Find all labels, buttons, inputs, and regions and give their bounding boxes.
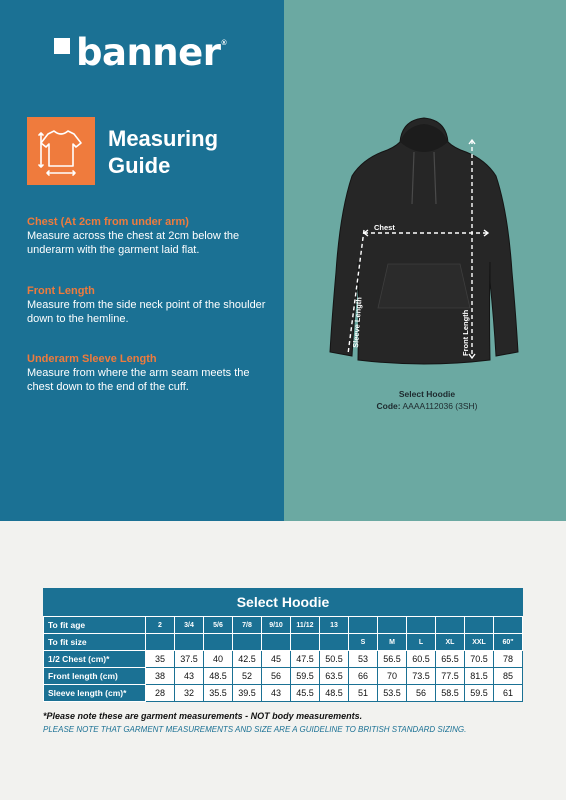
banner-logo [54,31,227,74]
chest-label: Chest [374,223,395,232]
table-cell: 78 [494,651,523,668]
table-cell: 61 [494,685,523,702]
table-cell: M [378,634,407,651]
table-cell [436,617,465,634]
table-cell: 7/8 [233,617,262,634]
left-panel [0,0,284,521]
table-cell [407,617,436,634]
section-heading: Front Length [27,285,95,297]
table-cell: 59.5 [465,685,494,702]
section-text: Measure across the chest at 2cm below the underarm with the garment laid flat. [27,230,240,256]
table-cell: 11/12 [291,617,320,634]
table-row [44,617,523,634]
row-label: To fit age [44,617,146,634]
table-cell: 38 [146,668,175,685]
table-cell [378,617,407,634]
table-cell: 77.5 [436,668,465,685]
table-cell: 65.5 [436,651,465,668]
table-cell: 3/4 [175,617,204,634]
table-cell [233,634,262,651]
table-cell: 59.5 [291,668,320,685]
table-cell: 5/6 [204,617,233,634]
table-row [44,668,523,685]
table-cell [175,634,204,651]
table-cell: 39.5 [233,685,262,702]
table-cell: 35.5 [204,685,233,702]
table-cell: S [349,634,378,651]
table-cell: 60" [494,634,523,651]
table-cell: 40 [204,651,233,668]
table-cell [146,634,175,651]
table-cell: 35 [146,651,175,668]
table-cell: 56 [407,685,436,702]
logo-registered-mark: ® [221,40,227,47]
front-length-label: Front Length [461,309,470,356]
table-row [44,651,523,668]
section-text: Measure from the side neck point of the shoulder down to the hemline. [27,299,266,325]
table-row [44,685,523,702]
table-row [44,634,523,651]
table-cell: 56.5 [378,651,407,668]
table-cell: 53 [349,651,378,668]
table-cell: 43 [175,668,204,685]
product-code-value: AAAA112036 (3SH) [402,401,478,411]
row-label: Sleeve length (cm)* [44,685,146,702]
table-cell: 51 [349,685,378,702]
table-cell: 13 [320,617,349,634]
table-cell: 9/10 [262,617,291,634]
table-cell: 2 [146,617,175,634]
section-chest [27,215,267,257]
table-cell: 63.5 [320,668,349,685]
row-label: 1/2 Chest (cm)* [44,651,146,668]
table-cell: 70 [378,668,407,685]
size-table-title: Select Hoodie [43,588,523,616]
table-cell: 60.5 [407,651,436,668]
table-cell [262,634,291,651]
table-cell: 53.5 [378,685,407,702]
sleeve-length-label: Sleeve Length [351,296,364,349]
table-cell: 52 [233,668,262,685]
table-cell: XL [436,634,465,651]
table-cell: 70.5 [465,651,494,668]
tshirt-measure-icon [27,117,95,185]
table-cell [320,634,349,651]
section-text: Measure from where the arm seam meets the chest down to the end of the cuff. [27,367,250,393]
product-code [314,400,540,412]
table-cell [465,617,494,634]
hoodie-diagram [318,112,530,373]
table-cell: 45 [262,651,291,668]
product-name: Select Hoodie [398,389,456,399]
guide-title [108,125,218,179]
table-cell: 37.5 [175,651,204,668]
table-cell: 58.5 [436,685,465,702]
table-cell: XXL [465,634,494,651]
table-cell: 28 [146,685,175,702]
product-code-label: Code: [376,401,401,411]
table-cell: L [407,634,436,651]
product-caption [314,388,540,412]
table-cell: 43 [262,685,291,702]
row-label: Front length (cm) [44,668,146,685]
table-cell: 66 [349,668,378,685]
guideline-note: PLEASE NOTE THAT GARMENT MEASUREMENTS AND SIZE ARE A GUIDELINE TO BRITISH STANDARD SIZING. [43,725,467,734]
garment-note: *Please note these are garment measurements - NOT body measurements. [43,711,363,721]
table-cell: 50.5 [320,651,349,668]
table-cell: 42.5 [233,651,262,668]
row-label: To fit size [44,634,146,651]
table-cell [494,617,523,634]
section-sleeve-length [27,352,267,394]
table-cell: 48.5 [320,685,349,702]
table-cell: 85 [494,668,523,685]
logo-text: banner [76,31,221,74]
table-cell: 81.5 [465,668,494,685]
table-cell [291,634,320,651]
size-table [43,588,523,702]
guide-title-line2: Guide [108,153,171,178]
table-cell [204,634,233,651]
logo-square-icon [54,38,70,54]
table-cell: 56 [262,668,291,685]
table-cell: 73.5 [407,668,436,685]
guide-title-line1: Measuring [108,126,219,151]
section-heading: Chest (At 2cm from under arm) [27,216,189,228]
table-cell: 45.5 [291,685,320,702]
section-front-length [27,284,267,326]
table-cell [349,617,378,634]
table-cell: 32 [175,685,204,702]
section-heading: Underarm Sleeve Length [27,353,157,365]
table-cell: 48.5 [204,668,233,685]
table-cell: 47.5 [291,651,320,668]
